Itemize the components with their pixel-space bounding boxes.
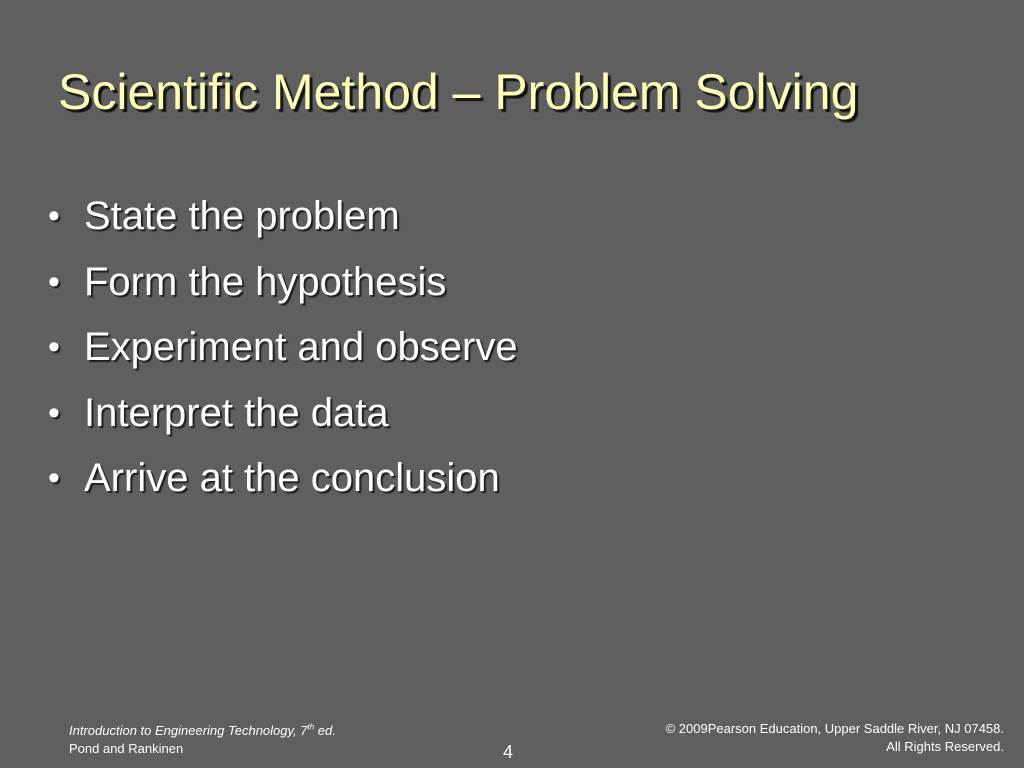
bullet-icon: • — [48, 459, 60, 497]
bullet-text: Form the hypothesis — [84, 259, 447, 304]
bullet-item-state-problem — [40, 187, 940, 253]
bullet-list — [40, 187, 940, 515]
bullet-item-form-hypothesis — [40, 253, 940, 319]
bullet-icon: • — [48, 393, 60, 432]
copyright-line: © 2009Pearson Education, Upper Saddle River, NJ 07458. — [665, 721, 1004, 736]
rights-line: All Rights Reserved. — [886, 739, 1004, 754]
bullet-item-arrive-conclusion — [40, 449, 940, 515]
book-title-prefix: Introduction to Engineering Technology, 7 — [69, 723, 308, 738]
bullet-item-experiment-observe — [40, 318, 940, 384]
bullet-icon: • — [48, 328, 60, 366]
bullet-icon: • — [48, 262, 60, 301]
bullet-text: Experiment and observe — [84, 325, 518, 369]
copyright-notice — [666, 720, 1004, 756]
bullet-icon: • — [48, 197, 60, 235]
footer-citation — [69, 722, 336, 758]
authors: Pond and Rankinen — [69, 741, 184, 756]
book-title — [69, 722, 336, 740]
bullet-text: Arrive at the conclusion — [84, 456, 500, 500]
slide-title: Scientific Method – Problem Solving — [58, 64, 859, 120]
book-title-suffix: ed. — [314, 723, 336, 738]
bullet-item-interpret-data — [40, 384, 940, 450]
bullet-text: State the problem — [84, 194, 400, 238]
book-title-superscript: th — [307, 722, 315, 732]
bullet-text: Interpret the data — [84, 390, 389, 435]
page-number: 4 — [503, 742, 514, 762]
